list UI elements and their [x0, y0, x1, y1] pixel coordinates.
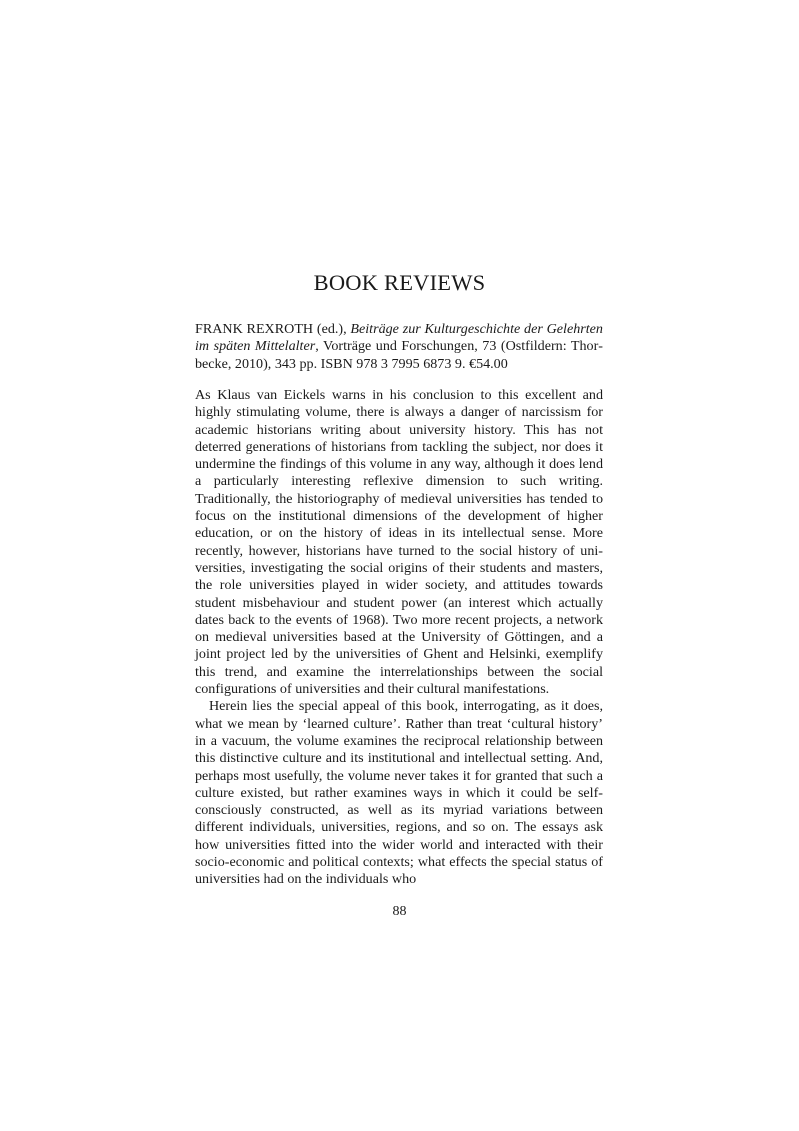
page-title: BOOK REVIEWS	[313, 270, 486, 295]
review-body	[195, 387, 603, 889]
review-paragraph-1: As Klaus van Eickels warns in his conclusion to this excellent and highly stimulating volume, there is always a danger of narcissism for academic historians writing about university history. This has not deterred generations of historians from tackling the subject, nor does it undermine the findings of this volume in any way, although it does lend a particularly interesting reflexive dimension to such writing. Traditionally, the historiography of medieval universities has tended to focus on the institutional dimensions of the development of higher education, or on the history of ideas in its intellectual sense. More recently, however, historians have turned to the social history of universities, investigating the social origins of their students and masters, the role universities played in wider society, and attitudes towards student misbehaviour and student power (an interest which actually dates back to the events of 1968). Two more recent projects, a network on medieval universities based at the University of Göttingen, and a joint project led by the universities of Ghent and Helsinki, exemplify this trend, and examine the interrelationships between the social configurations of universities and their cultural manifestations.	[195, 387, 603, 698]
review-paragraph-2: Herein lies the special appeal of this book, interrogating, as it does, what we mean by ‘learned culture’. Rather than treat ‘cultural history’ in a vacuum, the volume examines the reciprocal relationship between this distinctive culture and its institutional and intellectual setting. And, perhaps most usefully, the volume never takes it for granted that such a culture existed, but rather examines ways in which it could be self-consciously constructed, as well as its myriad variations between different individuals, universities, regions, and so on. The essays ask how universities fitted into the wider world and interacted with their socio-economic and political contexts; what effects the special status of universities had on the individuals who	[195, 698, 603, 888]
book-citation	[195, 321, 603, 373]
page-number: 88	[392, 904, 407, 919]
citation-book-title: Beiträge zur Kulturgeschichte der Gelehrten im späten Mittelalter	[195, 321, 603, 355]
citation-details: , Vorträge und Forschungen, 73 (Ostfildern: Thorbecke, 2010), 343 pp. ISBN 978 3 7995 6873 9. €54.00	[195, 338, 603, 372]
citation-author: FRANK REXROTH (ed.),	[195, 321, 351, 337]
